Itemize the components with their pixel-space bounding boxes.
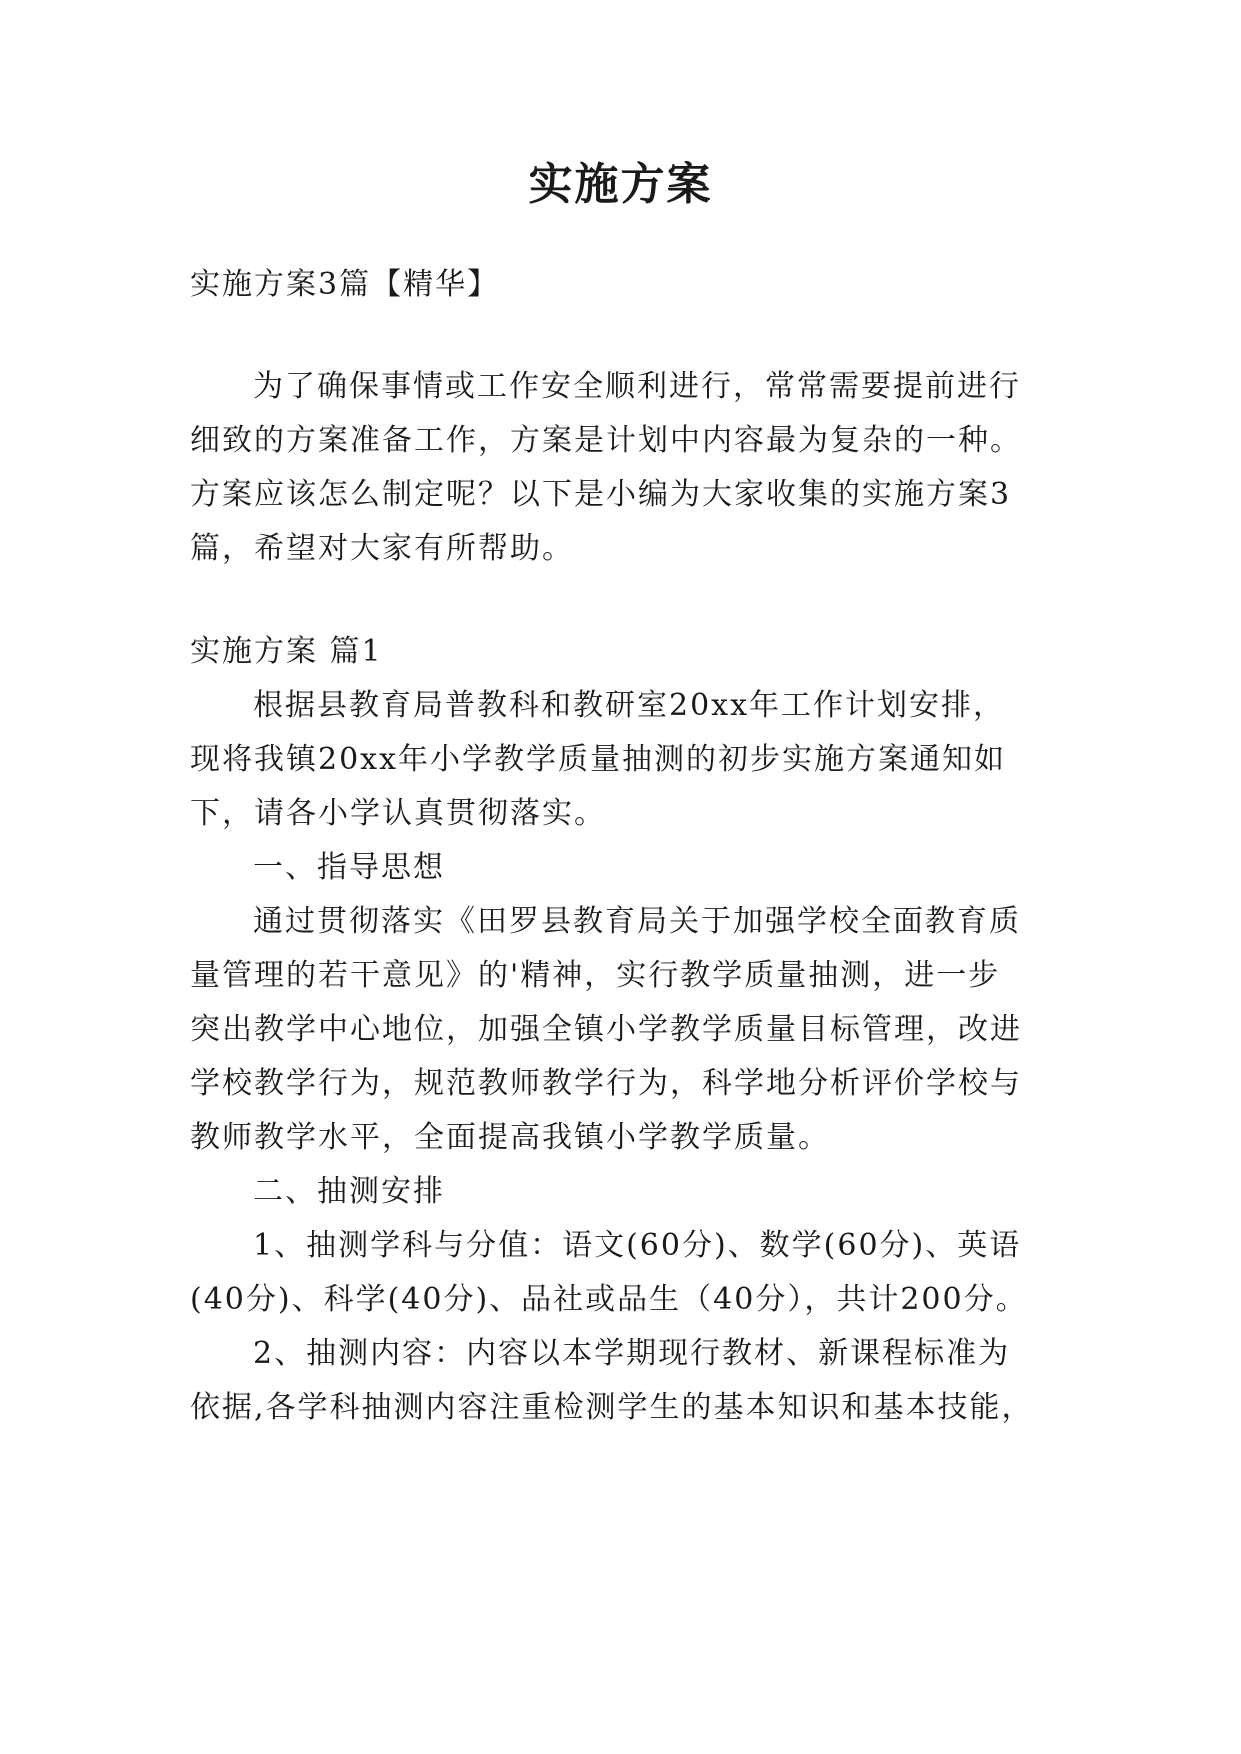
body-line-3: 下，请各小学认真贯彻落实。 <box>190 796 606 831</box>
intro-line-2: 细致的方案准备工作，方案是计划中内容最为复杂的一种。 <box>190 423 1022 458</box>
intro-line-1: 为了确保事情或工作安全顺利进行，常常需要提前进行 <box>253 369 1021 404</box>
intro-line-4: 篇，希望对大家有所帮助。 <box>190 531 574 566</box>
body-line-8: 学校教学行为，规范教师教学行为，科学地分析评价学校与 <box>190 1066 1022 1101</box>
body-line-5: 通过贯彻落实《田罗县教育局关于加强学校全面教育质 <box>253 904 1021 939</box>
body-line-2: 现将我镇20xx年小学教学质量抽测的初步实施方案通知如 <box>190 742 1007 777</box>
document-subtitle: 实施方案3篇【精华】 <box>190 267 500 302</box>
body-line-6: 量管理的若干意见》的'精神，实行教学质量抽测，进一步 <box>190 958 1001 993</box>
body-line-13: 2、抽测内容：内容以本学期现行教材、新课程标准为 <box>253 1336 1011 1371</box>
intro-line-3: 方案应该怎么制定呢？以下是小编为大家收集的实施方案3 <box>190 477 1012 512</box>
section-heading: 实施方案 篇1 <box>190 634 383 669</box>
body-line-9: 教师教学水平，全面提高我镇小学教学质量。 <box>190 1120 830 1155</box>
body-line-12: (40分)、科学(40分)、品社或品生（40分），共计200分。 <box>190 1282 1028 1317</box>
body-line-14: 依据,各学科抽测内容注重检测学生的基本知识和基本技能， <box>190 1390 1034 1425</box>
body-line-11: 1、抽测学科与分值：语文(60分)、数学(60分)、英语 <box>253 1228 1022 1263</box>
document-title: 实施方案 <box>528 159 713 210</box>
heading-test-arrangement: 二、抽测安排 <box>253 1174 445 1209</box>
body-line-7: 突出教学中心地位，加强全镇小学教学质量目标管理，改进 <box>190 1012 1022 1047</box>
heading-guiding-thought: 一、指导思想 <box>253 850 445 885</box>
body-line-1: 根据县教育局普教科和教研室20xx年工作计划安排， <box>253 688 1006 723</box>
